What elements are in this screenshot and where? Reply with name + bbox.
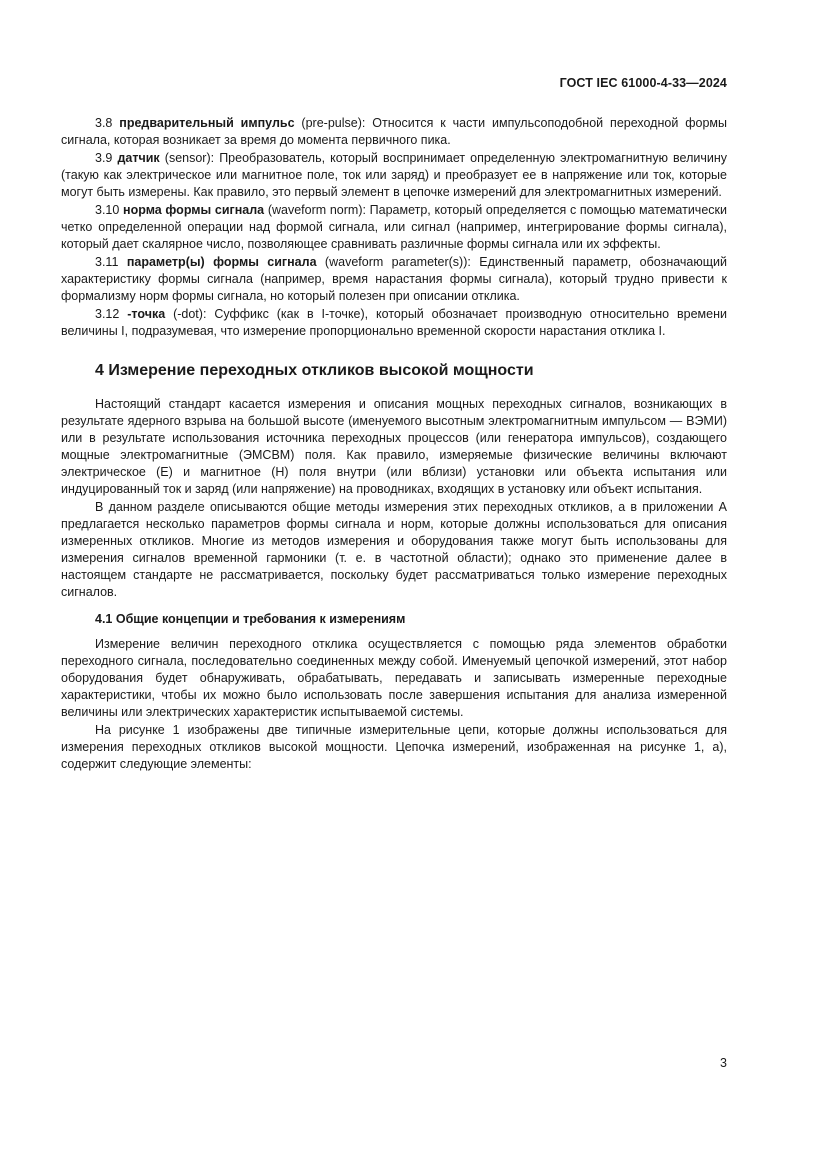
definition-term: параметр(ы) формы сигнала (126, 255, 317, 269)
section-4-paragraph-1: Настоящий стандарт касается измерения и описания мощных переходных сигналов, возникающих в результате ядерного взрыва на большой высоте (именуемого высотным электромагнитным импульсом — ВЭМИ) или в результате использования источника переходных процессов (или генератора импульсов), создающего мощные электромагнитные (ЭМСВМ) поля. Как правило, измеряемые физические величины включают электрическое (E) и магнитное (H) поля внутри (или вблизи) установки или объекта испытания или индуцированный ток и заряд (или напряжение) на проводниках, входящих в установку или объект испытания. (61, 397, 727, 496)
definition-3-9 (61, 150, 727, 201)
section-4-1-paragraph-1: Измерение величин переходного отклика осуществляется с помощью ряда элементов обработки переходного сигнала, последовательно соединенных между собой. Именуемый цепочкой измерений, этот набор оборудования будет обнаруживать, обрабатывать, передавать и записывать измеренные переходные характеристики, чтобы их можно было использовать после завершения испытания для анализа измеренной величины или электрических характеристик испытываемой системы. (61, 637, 727, 719)
definition-3-11 (61, 254, 727, 305)
page-number: 3 (720, 1056, 727, 1070)
definition-term: -точка (127, 307, 166, 321)
document-code: ГОСТ IEC 61000-4-33—2024 (559, 76, 727, 90)
section-4-paragraph-2: В данном разделе описываются общие методы измерения этих переходных откликов, а в приложении А предлагается несколько параметров формы сигнала и норм, которые должны использоваться для описания измеренных откликов. Многие из методов измерения и оборудования также могут быть использованы для измерения сигналов временной гармоники (т. е. в частотной области); однако это применение далее в настоящем стандарте не рассматривается, поскольку будет рассматриваться только измерение переходных сигналов. (61, 500, 727, 599)
section-4-1-heading: 4.1 Общие концепции и требования к измерениям (95, 612, 406, 626)
definition-number: 3.10 (95, 203, 120, 217)
definition-number: 3.9 (95, 151, 113, 165)
definition-term: норма формы сигнала (123, 203, 265, 217)
definition-text: (waveform parameter(s)): Единственный параметр, обозначающий характеристику формы сигнала (например, время нарастания формы сигнала), который трудно привести к формализму норм формы сигнала, но который полезен при описании отклика. (61, 255, 727, 303)
definition-text: (pre-pulse): Относится к части импульсоподобной переходной формы сигнала, которая возникает за время до момента первичного пика. (61, 116, 727, 147)
page-content (61, 115, 727, 774)
definition-term: предварительный импульс (119, 116, 295, 130)
definition-text: (-dot): Суффикс (как в I-точке), который обозначает производную относительно времени величины I, подразумевая, что измерение пропорционально временной скорости нарастания отклика I. (61, 307, 727, 338)
definition-3-12 (61, 306, 727, 340)
definition-text: (waveform norm): Параметр, который определяется с помощью математически четко определенной операции над формой сигнала, или сигнал (например, интегрирование формы сигнала), который дает скалярное число, позволяющее сравнивать различные формы сигнала или их эффекты. (61, 203, 727, 251)
definition-number: 3.8 (95, 116, 113, 130)
definition-term: датчик (117, 151, 160, 165)
section-4-1-paragraph-2: На рисунке 1 изображены две типичные измерительные цепи, которые должны использоваться для измерения переходных откликов высокой мощности. Цепочка измерений, изображенная на рисунке 1, а), содержит следующие элементы: (61, 723, 727, 771)
section-4-heading: 4 Измерение переходных откликов высокой мощности (95, 362, 534, 379)
definition-3-10 (61, 202, 727, 253)
definition-text: (sensor): Преобразователь, который воспринимает определенную электромагнитную величину (такую как электрическое или магнитное поле, ток или заряд) и преобразует ее в напряжение или ток, которые могут быть измерены. Как правило, это первый элемент в цепочке измерений для электромагнитных измерений. (61, 151, 727, 199)
definition-3-8 (61, 115, 727, 149)
definition-number: 3.12 (95, 307, 120, 321)
definition-number: 3.11 (95, 255, 119, 269)
